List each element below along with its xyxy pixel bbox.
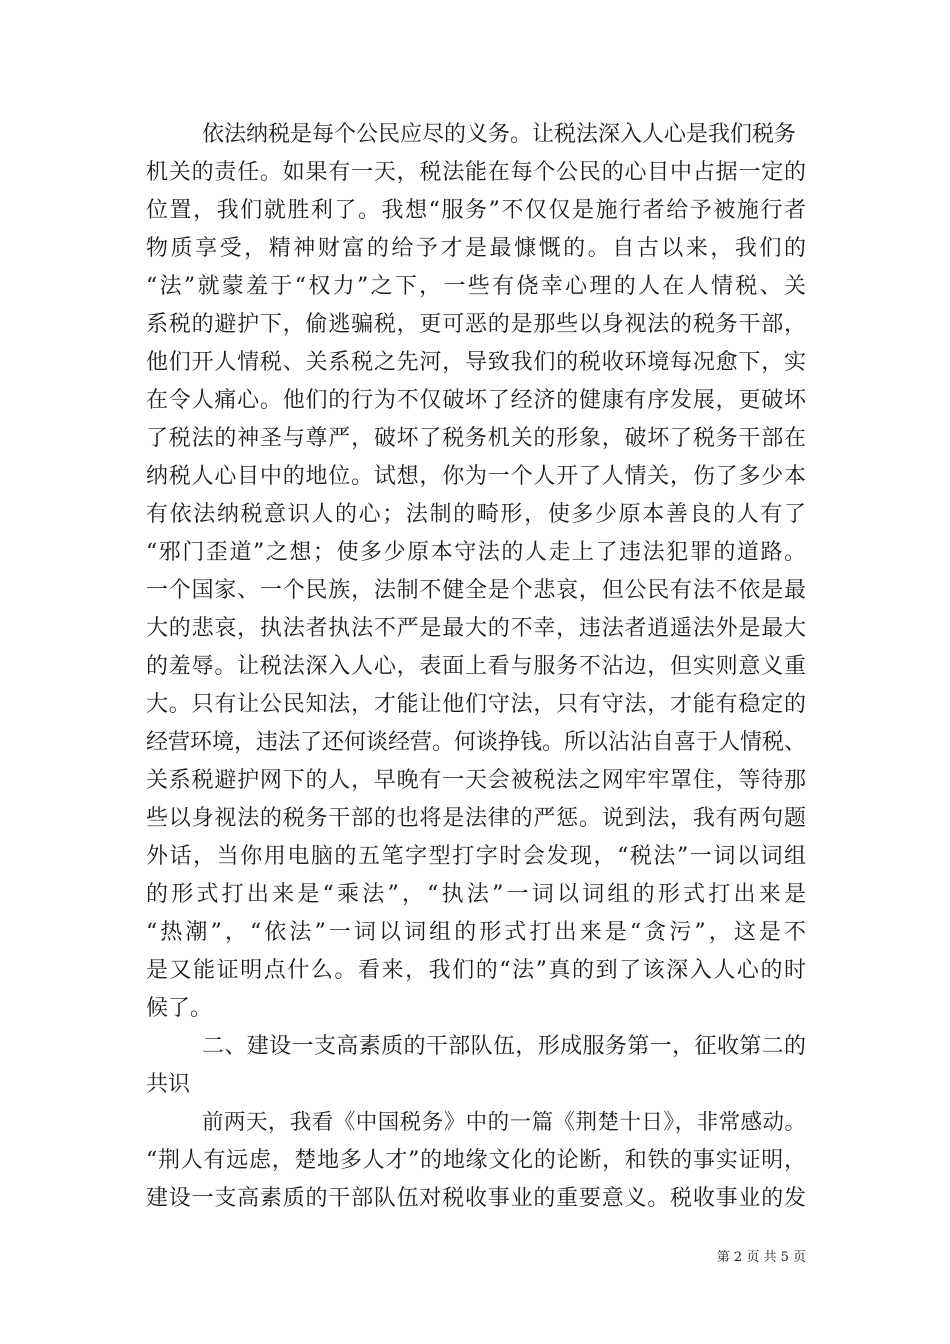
text-line: 的形式打出来是“乘法”，“执法”一词以词组的形式打出来是 — [146, 882, 806, 907]
text-line: 一个国家、一个民族，法制不健全是个悲哀，但公民有法不依是最 — [146, 578, 806, 603]
text-line: 大。只有让公民知法，才能让他们守法，只有守法，才能有稳定的 — [146, 692, 806, 717]
text-line: 纳税人心目中的地位。试想，你为一个人开了人情关，伤了多少本 — [146, 464, 806, 489]
text-line: 的羞辱。让税法深入人心，表面上看与服务不沾边，但实则意义重 — [146, 654, 806, 679]
text-line: “邪门歪道”之想；使多少原本守法的人走上了违法犯罪的道路。 — [146, 540, 806, 565]
text-line: 物质享受，精神财富的给予才是最慷慨的。自古以来，我们的 — [146, 236, 806, 261]
text-line: 候了。 — [146, 996, 213, 1021]
text-line: “法”就蒙羞于“权力”之下，一些有侥幸心理的人在人情税、关 — [146, 274, 806, 299]
text-line: 关系税避护网下的人，早晚有一天会被税法之网牢牢罩住，等待那 — [146, 768, 806, 793]
text-line: “热潮”，“依法”一词以词组的形式打出来是“贪污”，这是不 — [146, 920, 806, 945]
text-line: 外话，当你用电脑的五笔字型打字时会发现，“税法”一词以词组 — [146, 844, 806, 869]
text-line: 建设一支高素质的干部队伍对税收事业的重要意义。税收事业的发 — [146, 1186, 806, 1211]
page-number-footer: 第 2 页 共 5 页 — [716, 1250, 806, 1265]
text-line: “荆人有远虑，楚地多人才”的地缘文化的论断，和铁的事实证明， — [146, 1148, 806, 1173]
text-line: 前两天，我看《中国税务》中的一篇《荆楚十日》，非常感动。 — [202, 1110, 806, 1135]
text-line: 系税的避护下，偷逃骗税，更可恶的是那些以身视法的税务干部， — [146, 312, 806, 337]
text-line: 大的悲哀，执法者执法不严是最大的不幸，违法者逍遥法外是最大 — [146, 616, 806, 641]
text-line: 些以身视法的税务干部的也将是法律的严惩。说到法，我有两句题 — [146, 806, 806, 831]
text-line: 依法纳税是每个公民应尽的义务。让税法深入人心是我们税务 — [202, 122, 797, 147]
section-heading: 二、建设一支高素质的干部队伍，形成服务第一，征收第二的 — [202, 1034, 806, 1059]
section-heading-continuation: 共识 — [146, 1072, 191, 1097]
text-line: 他们开人情税、关系税之先河，导致我们的税收环境每况愈下，实 — [146, 350, 806, 375]
text-line: 位置，我们就胜利了。我想“服务”不仅仅是施行者给予被施行者 — [146, 198, 806, 223]
text-line: 有依法纳税意识人的心；法制的畸形，使多少原本善良的人有了 — [146, 502, 806, 527]
text-line: 在令人痛心。他们的行为不仅破坏了经济的健康有序发展，更破坏 — [146, 388, 806, 413]
text-line: 是又能证明点什么。看来，我们的“法”真的到了该深入人心的时 — [146, 958, 806, 983]
text-line: 经营环境，违法了还何谈经营。何谈挣钱。所以沾沾自喜于人情税、 — [146, 730, 807, 755]
text-line: 了税法的神圣与尊严，破坏了税务机关的形象，破坏了税务干部在 — [146, 426, 806, 451]
text-line: 机关的责任。如果有一天，税法能在每个公民的心目中占据一定的 — [146, 160, 806, 185]
